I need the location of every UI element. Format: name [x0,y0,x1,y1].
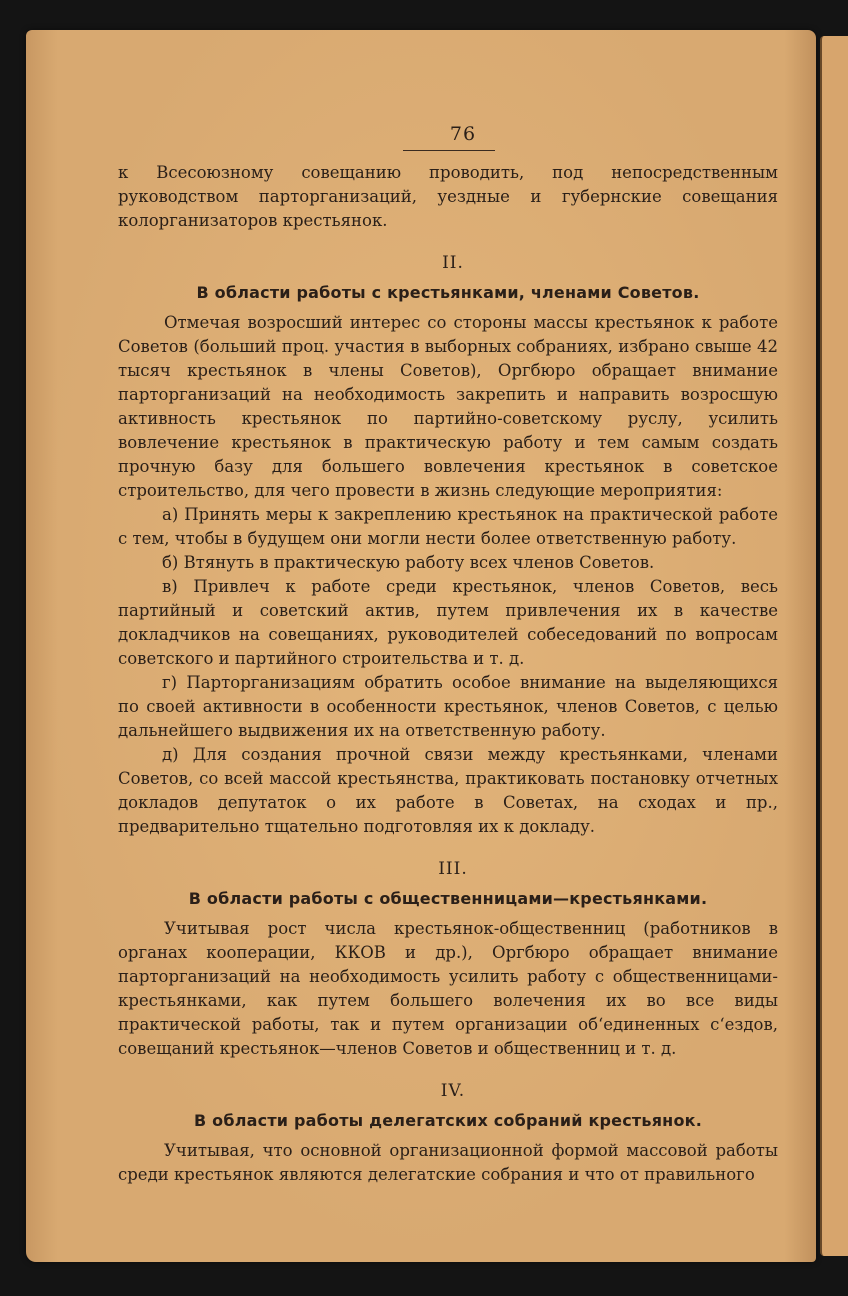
list-item: в) Привлеч к работе среди крестьянок, членов Советов, весь партийный и советский актив, путем привлечения их в качестве докладчиков на совещаниях, руководителей собеседований по вопросам советского и партийного строительства и т. д. [118,577,778,668]
section-number: II. [442,253,464,273]
page-text [118,122,778,1187]
page-number: 76 [449,123,477,145]
list-item: д) Для создания прочной связи между крестьянками, членами Советов, со всей массой крестьянства, практиковать постановку отчетных докладов депутаток о их работе в Советах, на сходах и пр., предварительно тщательно подготовляя их к докладу. [118,745,778,836]
section-number: III. [438,859,468,879]
section-paragraph: Учитывая, что основной организационной формой массовой работы среди крестьянок являются делегатские собрания и что от правильного [118,1141,778,1184]
list-item: б) Втянуть в практическую работу всех членов Советов. [162,553,655,572]
section-number: IV. [440,1081,466,1101]
section-heading: В области работы с крестьянками, членами Советов. [196,283,700,302]
list-item: г) Парторганизациям обратить особое внимание на выделяющихся по своей активности в особенности крестьянок, членов Советов, с целью дальнейшего выдвижения их на ответственную работу. [118,673,778,740]
section-paragraph: Отмечая возросший интерес со стороны массы крестьянок к работе Советов (больший проц. участия в выборных собраниях, избрано свыше 42 тысяч крестьянок в члены Советов), Оргбюро обращает внимание парторганизаций на необходимость закрепить и направить возросшую активность крестьянок по партийно-советскому руслу, усилить вовлечение крестьянок в практическую работу и тем самым создать прочную базу для большего вовлечения крестьянок в советское строительство, для чего провести в жизнь следующие мероприятия: [118,313,778,500]
facing-page-edge [820,36,848,1256]
section-heading: В области работы делегатских собраний крестьянок. [194,1111,702,1130]
intro-paragraph: к Всесоюзному совещанию проводить, под непосредственным руководством парторганизаций, уездные и губернские совещания колорганизаторов крестьянок. [118,163,778,230]
page-number-rule [403,150,495,151]
list-item: а) Принять меры к закреплению крестьянок на практической работе с тем, чтобы в будущем они могли нести более ответственную работу. [118,505,778,548]
section-paragraph: Учитывая рост числа крестьянок-общественниц (работников в органах кооперации, ККОВ и др.), Оргбюро обращает внимание парторганизаций на необходимость усилить работу с общественницами-крестьянками, как путем большего волечения их во все виды практической работы, так и путем организации об‘единенных с‘ездов, совещаний крестьянок—членов Советов и общественниц и т. д. [118,919,778,1058]
section-heading: В области работы с общественницами—крестьянками. [188,889,708,908]
